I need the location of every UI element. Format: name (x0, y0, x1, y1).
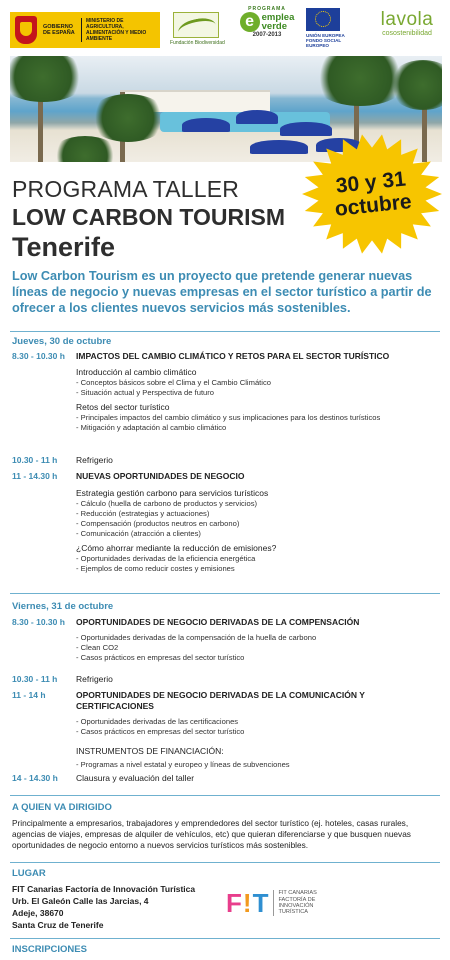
session-title: OPORTUNIDADES DE NEGOCIO DERIVADAS DE LA COMUNICACIÓN Y CERTIFICACIONES (76, 690, 365, 711)
list-item: - Clean CO2 (76, 643, 119, 652)
list-item: - Principales impactos del cambio climático y sus implicaciones para los destinos turísticos (76, 413, 381, 422)
day2-s1-time: 8.30 - 10.30 h (12, 617, 65, 627)
session-title: NUEVAS OPORTUNIDADES DE NEGOCIO (76, 471, 245, 481)
date-badge-month: octubre (333, 189, 413, 221)
day1-heading: Jueves, 30 de octubre (12, 336, 112, 347)
day2-s3-time: 11 - 14 h (12, 690, 46, 700)
emplea-label: emplea (261, 12, 295, 23)
gobierno-espana-logo (10, 12, 160, 48)
list-item: - Conceptos básicos sobre el Clima y el Cambio Climático (76, 378, 271, 387)
gobierno-label: GOBIERNO DE ESPAÑA (43, 24, 75, 36)
program-location: Tenerife (12, 232, 116, 262)
fit-mark-icon: F!T (226, 888, 270, 918)
day1-session-2 (76, 455, 444, 466)
lavola-tagline: cosostenibilidad (382, 30, 432, 37)
session-subtitle: ¿Cómo ahorrar mediante la reducción de emisiones? (76, 543, 277, 553)
leaf-icon (173, 12, 219, 38)
divider (10, 862, 440, 863)
list-item: - Compensación (productos neutros en carbono) (76, 519, 240, 528)
day1-session-1 (76, 351, 444, 433)
list-item: - Programas a nivel estatal y europeo y líneas de subvenciones (76, 760, 290, 769)
fundacion-biodiversidad-logo (170, 12, 225, 50)
session-title: Refrigerio (76, 674, 113, 684)
day1-s2-time: 10.30 - 11 h (12, 455, 58, 465)
day2-s4-time: 14 - 14.30 h (12, 773, 58, 783)
day2-session-1 (76, 617, 444, 663)
fit-canarias-logo (226, 886, 346, 920)
day1-s1-time: 8.30 - 10.30 h (12, 351, 65, 361)
session-subtitle: Retos del sector turístico (76, 402, 170, 412)
list-item: - Cálculo (huella de carbono de productos y servicios) (76, 499, 258, 508)
divider (10, 331, 440, 332)
day2-session-2 (76, 674, 444, 685)
divider (10, 795, 440, 796)
place-street: Urb. El Galeón Calle las Jarcias, 4 (12, 896, 149, 906)
session-subtitle: Estrategia gestión carbono para servicios turísticos (76, 488, 269, 498)
list-item: - Casos prácticos en empresas del sector turístico (76, 727, 245, 736)
divider (10, 938, 440, 939)
session-subtitle: INSTRUMENTOS DE FINANCIACIÓN: (76, 746, 224, 756)
day1-s3-time: 11 - 14.30 h (12, 471, 58, 481)
verde-label: verde (261, 21, 287, 32)
logo-bar (0, 0, 450, 56)
audience-heading: A QUIEN VA DIRIGIDO (12, 802, 112, 813)
day2-session-4 (76, 773, 444, 784)
audience-text: Principalmente a empresarios, trabajadores y emprendedores del sector turístico (ej. hoteles, casas rurales, agencias de viajes, empresas de alquiler de vehículos, etc) que quieran diferenciarse y que busquen nuevas oportunidades de negocio entorno a nuevos servicios turísticos más sostenibles. (12, 818, 411, 850)
day2-session-3 (76, 690, 444, 770)
programa-label: PROGRAMA (248, 6, 286, 12)
intro-text: Low Carbon Tourism es un proyecto que pretende generar nuevas líneas de negocio y nuevas empresas en el sector turístico a partir de ofrecer a los clientes nuevos servicios más sostenibles. (12, 269, 432, 315)
list-item: - Oportunidades derivadas de la eficiencia energética (76, 554, 256, 563)
day2-heading: Viernes, 31 de octubre (12, 601, 114, 612)
years-label: 2007-2013 (252, 32, 282, 38)
list-item: - Mitigación y adaptación al cambio climático (76, 423, 227, 432)
session-title: IMPACTOS DEL CAMBIO CLIMÁTICO Y RETOS PARA EL SECTOR TURÍSTICO (76, 351, 390, 361)
fit-logo-text: FIT CANARIAS FACTORÍA DE INNOVACIÓN TURÍSTICA (273, 890, 316, 916)
empleaverde-logo (234, 6, 300, 52)
list-item: - Reducción (estrategias y actuaciones) (76, 509, 210, 518)
place-province: Santa Cruz de Tenerife (12, 920, 104, 930)
coat-of-arms-icon (15, 16, 37, 44)
date-badge (298, 132, 446, 256)
registration-heading: INSCRIPCIONES (12, 944, 87, 955)
list-item: - Situación actual y Perspectiva de futuro (76, 388, 215, 397)
list-item: - Oportunidades derivadas de la compensación de la huella de carbono (76, 633, 317, 642)
day1-session-3 (76, 471, 444, 574)
lavola-name: lavola (380, 9, 434, 30)
session-subtitle: Introducción al cambio climático (76, 367, 197, 377)
program-label: PROGRAMA TALLER (12, 176, 240, 202)
union-europea-logo (306, 8, 362, 54)
e-icon: e (240, 12, 260, 32)
program-title: LOW CARBON TOURISM (12, 204, 286, 230)
session-title: OPORTUNIDADES DE NEGOCIO DERIVADAS DE LA COMPENSACIÓN (76, 617, 360, 627)
place-heading: LUGAR (12, 868, 46, 879)
divider (10, 593, 440, 594)
fundacion-label: Fundación Biodiversidad (170, 40, 225, 46)
list-item: - Casos prácticos en empresas del sector turístico (76, 653, 245, 662)
day2-s2-time: 10.30 - 11 h (12, 674, 58, 684)
place-name: FIT Canarias Factoría de Innovación Turística (12, 884, 196, 894)
list-item: - Oportunidades derivadas de las certificaciones (76, 717, 239, 726)
session-title: Clausura y evaluación del taller (76, 773, 195, 783)
lavola-logo (370, 10, 444, 37)
list-item: - Comunicación (atracción a clientes) (76, 529, 201, 538)
date-badge-days: 30 y 31 (334, 167, 407, 198)
session-title: Refrigerio (76, 455, 113, 465)
place-city: Adeje, 38670 (12, 908, 64, 918)
eu-flag-icon (306, 8, 340, 31)
list-item: - Ejemplos de como reducir costes y emisiones (76, 564, 235, 573)
eu-label: UNIÓN EUROPEA FONDO SOCIAL EUROPEO (306, 33, 345, 48)
ministerio-label: MINISTERIO DE AGRICULTURA, ALIMENTACIÓN Y MEDIO AMBIENTE (81, 18, 151, 42)
